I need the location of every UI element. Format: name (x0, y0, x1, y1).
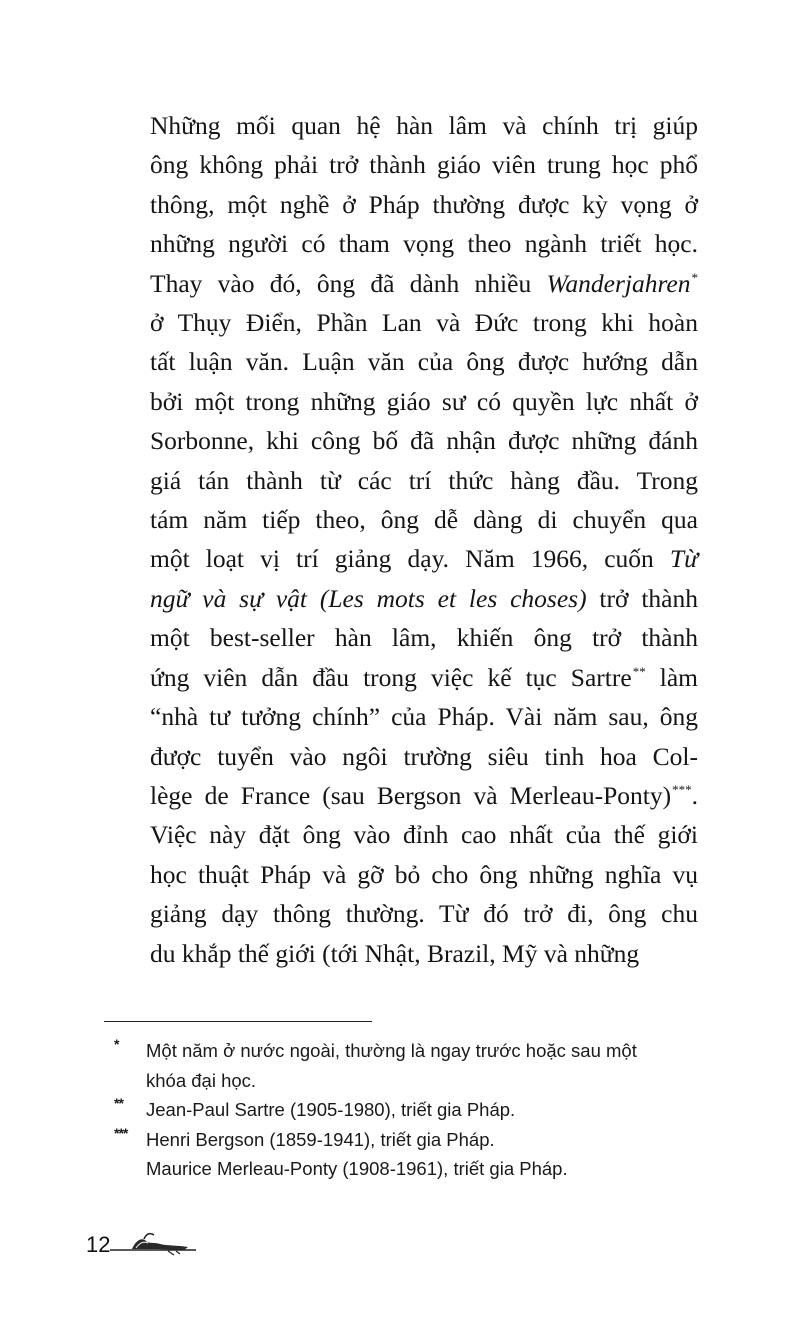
text-line (150, 934, 698, 973)
text-segment: tám năm tiếp theo, ông dễ dàng di chuyển qua (150, 505, 698, 535)
text-line (150, 500, 698, 539)
footnote-line (104, 1036, 704, 1066)
footnote-text: Một năm ở nước ngoài, thường là ngay trước hoặc sau một (146, 1040, 637, 1061)
text-segment: bởi một trong những giáo sư có quyền lực nhất ở (150, 386, 698, 416)
text-line (150, 185, 698, 224)
footnote-line (104, 1125, 704, 1155)
footnote-reference: * (691, 269, 698, 285)
footnote-line (104, 1154, 704, 1184)
text-line (150, 106, 698, 145)
text-segment: ở Thụy Điển, Phần Lan và Đức trong khi hoàn (150, 308, 698, 338)
text-segment: Thay vào đó, ông đã dành nhiều (150, 268, 547, 298)
text-segment: thông, một nghề ở Pháp thường được kỳ vọng ở (150, 189, 698, 219)
text-segment: những người có tham vọng theo ngành triết học. (150, 229, 698, 259)
text-segment: “nhà tư tưởng chính” của Pháp. Vài năm sau, ông (150, 702, 698, 732)
footnote-mark: *** (114, 1124, 128, 1141)
text-segment: học thuật Pháp và gỡ bỏ cho ông những nghĩa vụ (150, 859, 698, 889)
text-segment: giảng dạy thông thường. Từ đó trở đi, ông chu (150, 899, 698, 929)
text-segment: giá tán thành từ các trí thức hàng đầu. Trong (150, 465, 698, 495)
main-text (150, 106, 698, 973)
footnote-mark: ** (114, 1095, 123, 1111)
footnote-text: khóa đại học. (146, 1069, 257, 1091)
text-segment: tất luận văn. Luận văn của ông được hướng dẫn (150, 347, 698, 377)
text-segment: Việc này đặt ông vào đỉnh cao nhất của thế giới (150, 820, 698, 850)
text-segment: . (691, 780, 698, 810)
text-line (150, 539, 698, 578)
footnote-text: Henri Bergson (1859-1941), triết gia Pháp. (146, 1128, 495, 1150)
footnote-text: Maurice Merleau-Ponty (1908-1961), triết gia Pháp. (146, 1158, 568, 1179)
footnote-mark: * (114, 1036, 119, 1052)
text-segment: được tuyển vào ngôi trường siêu tinh hoa Col- (150, 741, 698, 771)
text-segment: lège de France (sau Bergson và Merleau-Ponty) (150, 780, 672, 810)
text-line (150, 145, 698, 184)
text-segment: Wanderjahren (546, 268, 691, 298)
quill-ornament-icon (110, 1228, 202, 1258)
text-segment: Sorbonne, khi công bố đã nhận được những đánh (150, 426, 698, 456)
text-line (150, 342, 698, 381)
text-line (150, 264, 698, 303)
footnote-line (104, 1095, 704, 1125)
text-line (150, 461, 698, 500)
text-line (150, 303, 698, 342)
text-segment: một loạt vị trí giảng dạy. Năm 1966, cuốn (150, 544, 670, 574)
footnote-reference: *** (672, 781, 692, 797)
footnotes (104, 1036, 704, 1184)
text-line (150, 776, 698, 815)
text-segment: ứng viên dẫn đầu trong việc kế tục Sartre (150, 662, 632, 692)
text-segment: ông không phải trở thành giáo viên trung học phổ (150, 150, 698, 180)
text-segment: trở thành (586, 583, 698, 613)
text-line (150, 815, 698, 854)
footnote-reference: ** (632, 663, 646, 679)
footnote-line (104, 1066, 704, 1096)
footnote-divider (104, 1021, 372, 1022)
text-line (150, 618, 698, 657)
text-line (150, 855, 698, 894)
text-segment: một best-seller hàn lâm, khiến ông trở thành (150, 623, 698, 653)
text-line (150, 421, 698, 460)
page-number: 12 (86, 1232, 111, 1257)
text-segment: Những mối quan hệ hàn lâm và chính trị giúp (150, 111, 698, 140)
footnote-text: Jean-Paul Sartre (1905-1980), triết gia Pháp. (146, 1099, 516, 1120)
text-line (150, 382, 698, 421)
text-line (150, 579, 698, 618)
text-segment: du khắp thế giới (tới Nhật, Brazil, Mỹ và những (150, 938, 640, 968)
text-segment: làm (645, 662, 698, 692)
text-segment: Từ (669, 544, 698, 574)
text-line (150, 737, 698, 776)
text-line (150, 224, 698, 263)
text-segment: ngữ và sự vật (Les mots et les choses) (150, 583, 587, 613)
text-line (150, 697, 698, 736)
text-line (150, 894, 698, 933)
text-line (150, 658, 698, 697)
